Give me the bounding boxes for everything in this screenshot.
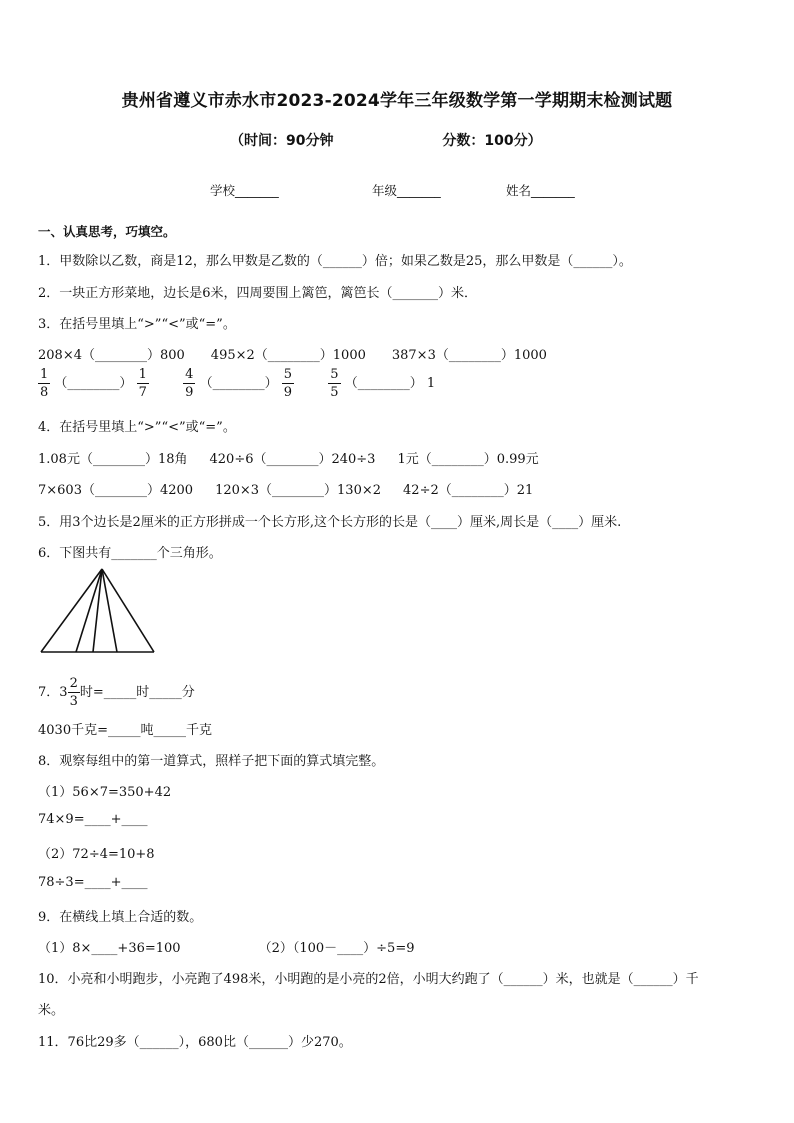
time-label: （时间：90分钟 <box>230 133 334 149</box>
question-2: 2．一块正方形菜地，边长是6米，四周要围上篱笆，篱笆长（_______）米． <box>38 286 478 301</box>
question-9-parts <box>38 937 415 956</box>
page-title: 贵州省遵义市赤水市2023-2024学年三年级数学第一学期期末检测试题 <box>121 91 673 111</box>
denominator: 9 <box>283 385 292 400</box>
triangle-diagram <box>38 566 158 658</box>
comparison-item: 420÷6（________）240÷3 <box>209 452 376 467</box>
question-10-line-1: 10．小亮和小明跑步，小亮跑了498米，小明跑的是小亮的2倍，小明大约跑了（______）米，也就是（______）千 <box>38 972 699 987</box>
question-4-row-1 <box>38 448 539 467</box>
question-4-prompt: 4．在括号里填上“>”“<”或“=”。 <box>38 420 236 435</box>
fraction <box>183 368 195 399</box>
question-8-fill-1: 74×9=____+____ <box>38 812 148 827</box>
question-3-fraction-row <box>38 368 435 399</box>
fraction <box>328 368 340 399</box>
comparison-item: 7×603（________）4200 <box>38 483 194 498</box>
question-7-text: 时=_____时_____分 <box>79 685 195 700</box>
mixed-whole: 3 <box>59 685 68 700</box>
numerator: 1 <box>40 367 49 382</box>
numerator: 5 <box>283 367 292 382</box>
question-8-example-2: （2）72÷4=10+8 <box>38 847 155 862</box>
question-8-example-1: （1）56×7=350+42 <box>38 785 172 800</box>
fraction <box>68 677 80 708</box>
comparison-item: 120×3（________）130×2 <box>215 483 382 498</box>
question-7-line-1 <box>38 677 195 708</box>
comparison-item: 1元（________）0.99元 <box>397 452 539 467</box>
question-9-prompt: 9．在横线上填上合适的数。 <box>38 910 203 925</box>
comparison-item: 208×4（________）800 <box>38 348 185 363</box>
score-label: 分数：100分） <box>442 133 542 149</box>
numerator: 4 <box>185 367 194 382</box>
question-8-prompt: 8．观察每组中的第一道算式，照样子把下面的算式填完整。 <box>38 754 385 769</box>
comparison-item: 42÷2（________）21 <box>403 483 534 498</box>
question-3-prompt: 3．在括号里填上“>”“<”或“=”。 <box>38 317 236 332</box>
question-8-fill-2: 78÷3=____+____ <box>38 875 148 890</box>
exam-meta <box>230 130 542 150</box>
comparison-blank: （________） <box>54 376 133 391</box>
comparison-blank: （________） <box>344 376 423 391</box>
question-5: 5．用3个边长是2厘米的正方形拼成一个长方形,这个长方形的长是（____）厘米,周长是（____）厘米. <box>38 515 622 530</box>
denominator: 9 <box>185 385 194 400</box>
question-1: 1．甲数除以乙数，商是12，那么甲数是乙数的（______）倍；如果乙数是25，那么甲数是（______）。 <box>38 254 632 269</box>
grade-field[interactable]: 年级_______ <box>372 183 441 198</box>
comparison-value: 1 <box>426 376 436 391</box>
denominator: 8 <box>40 385 49 400</box>
question-10-line-2: 米。 <box>38 1003 65 1018</box>
denominator: 5 <box>330 385 339 400</box>
question-6: 6．下图共有_______个三角形。 <box>38 546 222 561</box>
question-3-row-1 <box>38 344 547 363</box>
question-11: 11．76比29多（______），680比（______）少270。 <box>38 1035 352 1050</box>
numerator: 5 <box>330 367 339 382</box>
question-4-row-2 <box>38 479 533 498</box>
question-9-part-1: （1）8×____+36=100 <box>38 941 181 956</box>
triangle-figure <box>38 566 158 662</box>
fraction <box>137 368 149 399</box>
question-7-line-2: 4030千克=_____吨_____千克 <box>38 723 212 738</box>
comparison-item: 387×3（________）1000 <box>391 348 547 363</box>
name-field[interactable]: 姓名_______ <box>506 183 575 198</box>
fraction <box>282 368 294 399</box>
comparison-blank: （________） <box>199 376 278 391</box>
comparison-item: 1.08元（________）18角 <box>38 452 188 467</box>
question-number: 7． <box>38 685 60 700</box>
fraction <box>38 368 50 399</box>
school-field[interactable]: 学校_______ <box>210 183 279 198</box>
denominator: 7 <box>138 385 147 400</box>
comparison-item: 495×2（________）1000 <box>210 348 366 363</box>
denominator: 3 <box>69 694 78 709</box>
section-heading: 一、认真思考，巧填空。 <box>38 224 176 239</box>
triangle-left-side <box>41 569 102 652</box>
numerator: 2 <box>69 676 78 691</box>
question-9-part-2: （2）（100－____）÷5=9 <box>258 941 415 956</box>
numerator: 1 <box>138 367 147 382</box>
